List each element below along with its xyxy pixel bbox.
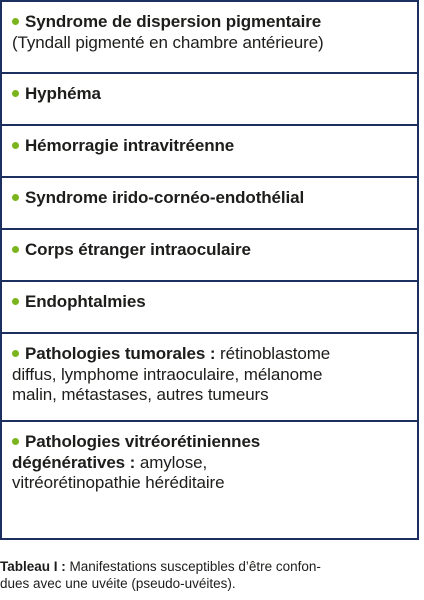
row-term-continuation: [12, 453, 409, 474]
row-term: Pathologies vitréorétiniennes: [25, 432, 261, 451]
row-detail: malin, métastases, autres tumeurs: [12, 385, 269, 404]
row-term: Corps étranger intraoculaire: [25, 240, 251, 259]
bullet-icon: [12, 438, 19, 445]
row-detail: vitréorétinopathie héréditaire: [12, 473, 225, 492]
table-row: [2, 420, 417, 538]
row-detail: amylose,: [139, 452, 208, 472]
table-row: [2, 72, 417, 124]
caption-text: Manifestations susceptibles d’être confon-: [69, 559, 321, 574]
bullet-icon: [12, 142, 19, 149]
row-detail: rétinoblastome: [220, 344, 331, 363]
bullet-icon: [12, 298, 19, 305]
caption-label: Tableau I :: [0, 559, 66, 574]
row-term: dégénératives :: [12, 452, 136, 472]
table-caption: [0, 558, 424, 592]
table-row: [2, 2, 417, 72]
row-term: Endophtalmies: [25, 292, 146, 311]
row-term: Syndrome de dispersion pigmentaire: [25, 12, 322, 31]
row-term: Syndrome irido-cornéo-endothélial: [25, 188, 305, 207]
row-term: Hyphéma: [25, 84, 101, 103]
caption-text: dues avec une uvéite (pseudo-uvéites).: [0, 576, 236, 591]
row-term: Hémorragie intravitréenne: [25, 136, 235, 155]
bullet-icon: [12, 350, 19, 357]
table-row: [2, 124, 417, 176]
row-detail: (Tyndall pigmenté en chambre antérieure): [12, 32, 324, 52]
table-row: [2, 228, 417, 280]
table-row: [2, 280, 417, 332]
bullet-icon: [12, 18, 19, 25]
bullet-icon: [12, 246, 19, 253]
bullet-icon: [12, 90, 19, 97]
table-row: [2, 332, 417, 420]
table-row: [2, 176, 417, 228]
row-term: Pathologies tumorales :: [25, 344, 216, 363]
bullet-icon: [12, 194, 19, 201]
row-detail: diffus, lymphome intraoculaire, mélanome: [12, 364, 323, 384]
